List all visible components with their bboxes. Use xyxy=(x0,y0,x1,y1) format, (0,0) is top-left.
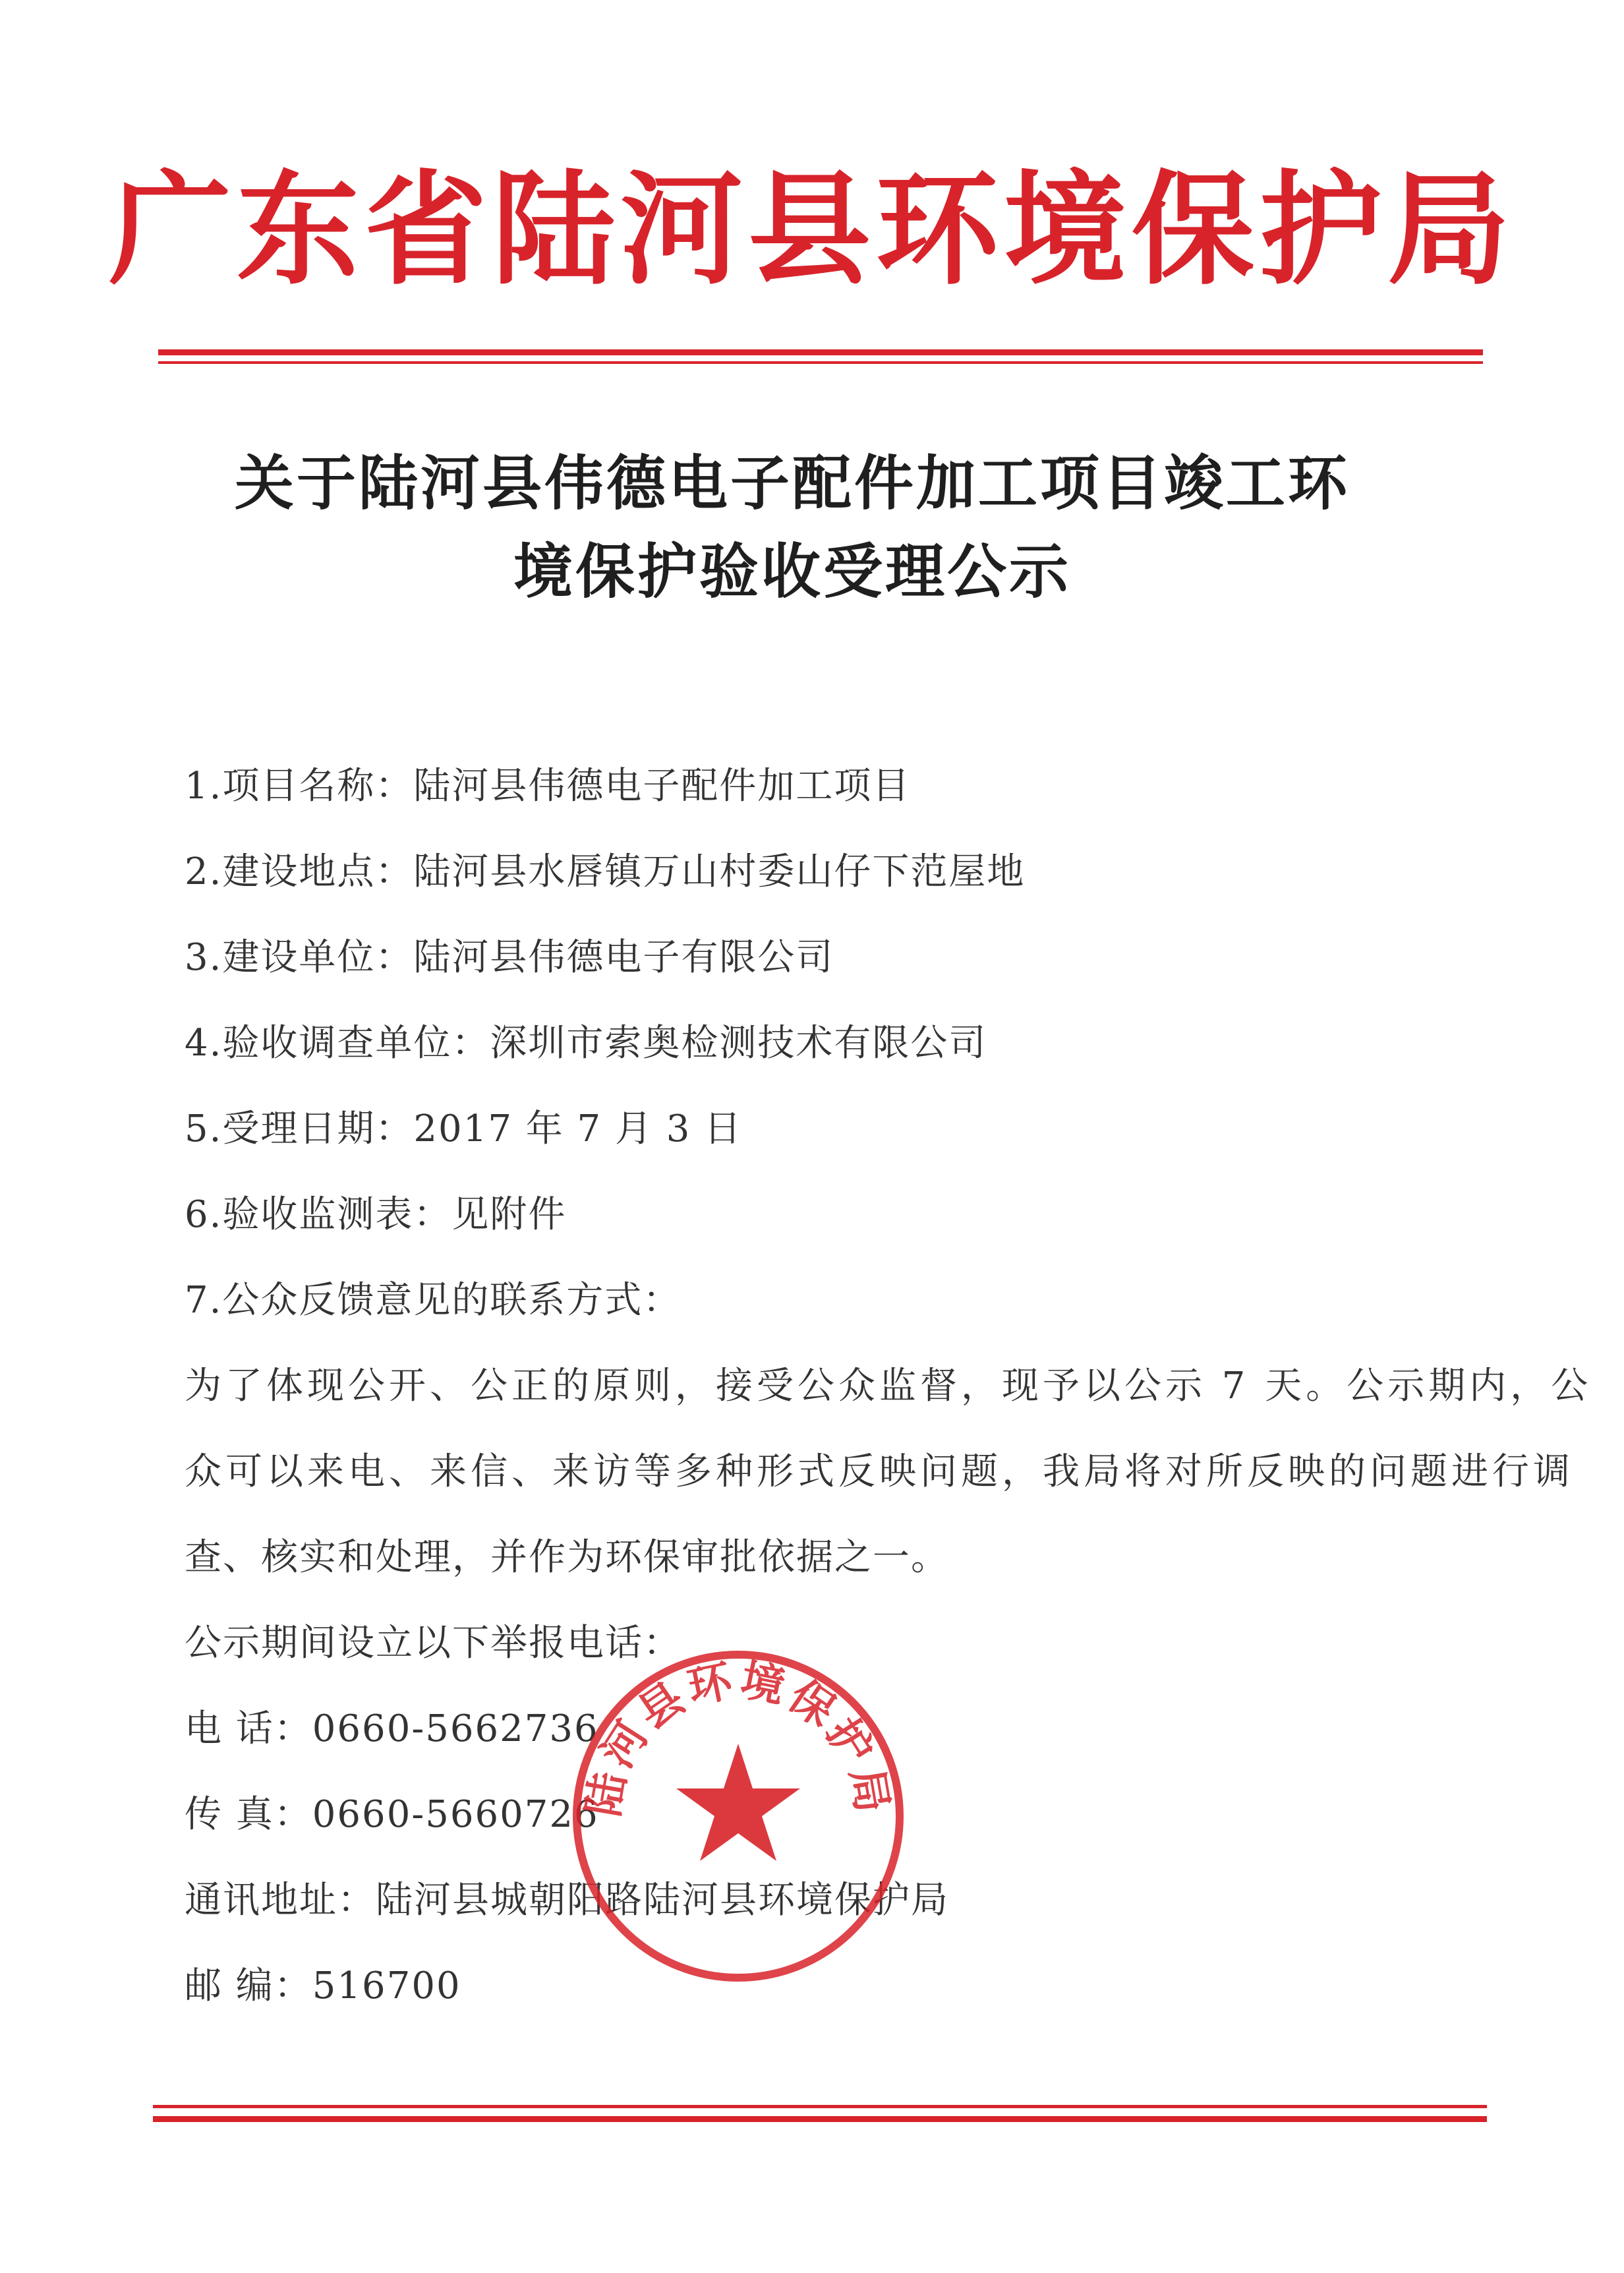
footer-rule-thin xyxy=(153,2105,1487,2108)
contact-address: 通讯地址：陆河县城朝阳路陆河县环境保护局 xyxy=(185,1879,949,1922)
document-title-line-1: 关于陆河县伟德电子配件加工项目竣工环 xyxy=(235,448,1350,518)
paragraph-line-2: 众可以来电、来信、来访等多种形式反映问题，我局将对所反映的问题进行调 xyxy=(185,1450,1574,1493)
item-acceptance-date: 5.受理日期：2017 年 7 月 3 日 xyxy=(185,1107,743,1150)
contact-intro: 公示期间设立以下举报电话： xyxy=(185,1622,682,1665)
item-location: 2.建设地点：陆河县水唇镇万山村委山仔下范屋地 xyxy=(185,850,1026,893)
paragraph-line-3: 查、核实和处理，并作为环保审批依据之一。 xyxy=(185,1536,949,1579)
seal-text: 陆河县环境保护局 xyxy=(577,1653,900,1820)
item-survey-unit: 4.验收调查单位：深圳市索奥检测技术有限公司 xyxy=(185,1022,987,1065)
official-seal xyxy=(567,1645,910,1988)
letterhead-rule-thin xyxy=(158,361,1483,364)
document-title-line-2: 境保护验收受理公示 xyxy=(513,537,1071,606)
seal-star-icon xyxy=(676,1744,800,1861)
contact-postcode: 邮 编：516700 xyxy=(185,1964,461,2007)
contact-phone: 电 话：0660-5662736 xyxy=(185,1707,599,1750)
letterhead-rule-thick xyxy=(158,349,1483,355)
item-project-name: 1.项目名称：陆河县伟德电子配件加工项目 xyxy=(185,765,911,808)
item-monitoring-table: 6.验收监测表：见附件 xyxy=(185,1193,567,1236)
paragraph-line-1: 为了体现公开、公正的原则，接受公众监督，现予以公示 7 天。公示期内，公 xyxy=(185,1365,1592,1407)
item-feedback-contact: 7.公众反馈意见的联系方式： xyxy=(185,1279,682,1322)
letterhead-org-name: 广东省陆河县环境保护局 xyxy=(108,157,1515,301)
item-builder: 3.建设单位：陆河县伟德电子有限公司 xyxy=(185,936,834,979)
footer-rule-thick xyxy=(153,2116,1487,2122)
contact-fax: 传 真：0660-5660726 xyxy=(185,1793,599,1836)
